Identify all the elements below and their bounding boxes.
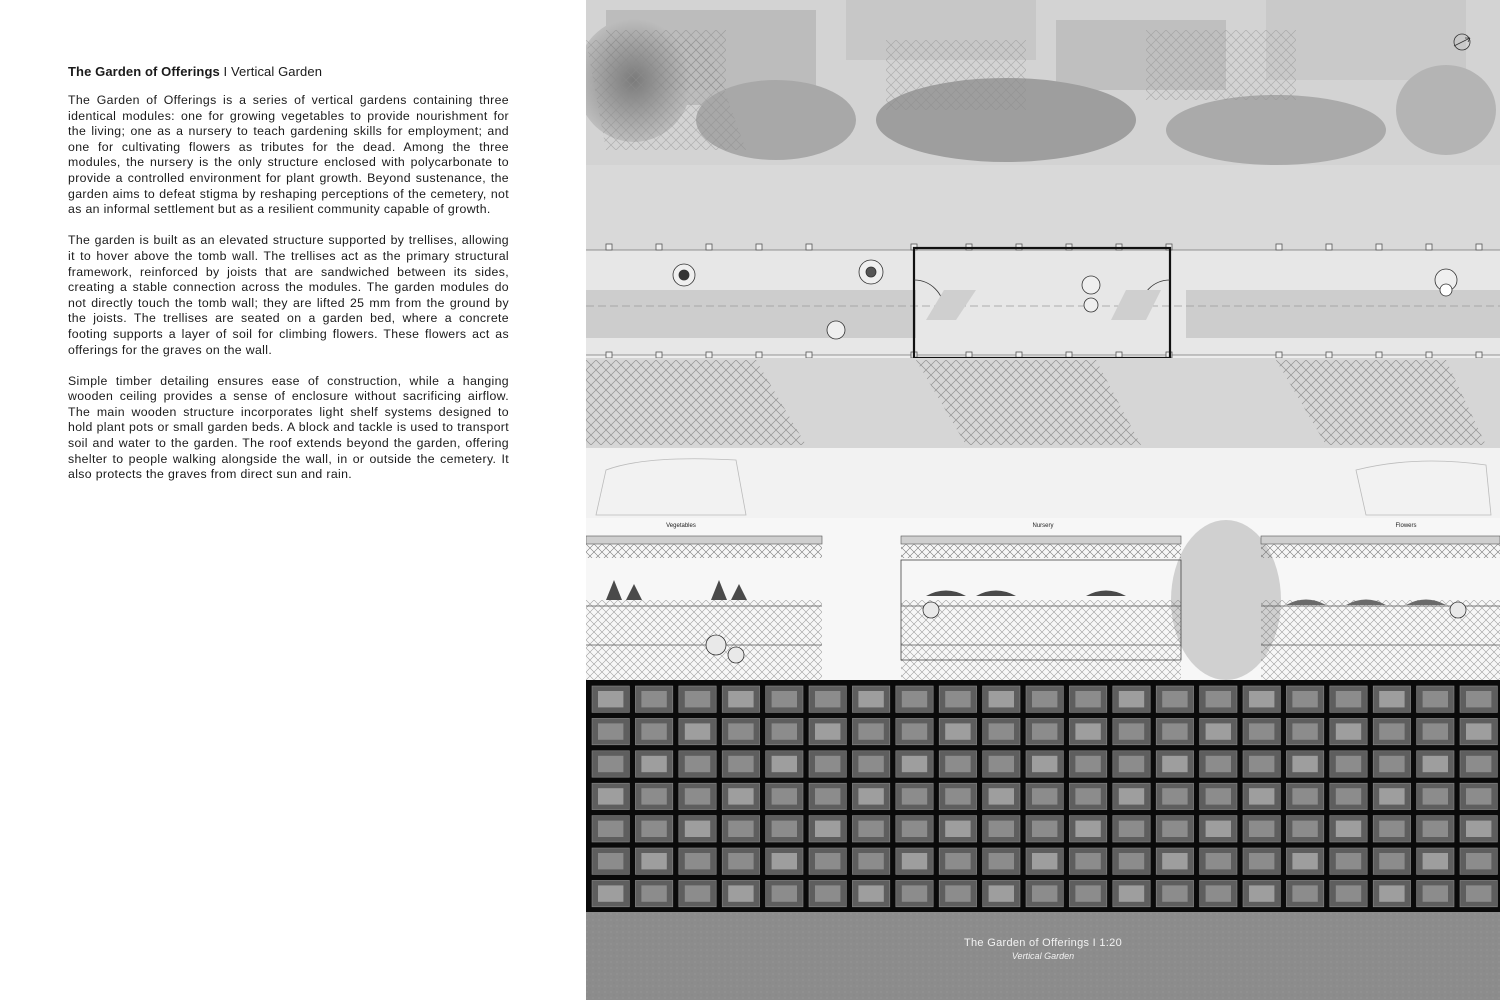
tomb-niche-plaque bbox=[685, 723, 710, 739]
tomb-niche-plaque bbox=[1249, 788, 1274, 804]
tomb-niche-plaque bbox=[772, 853, 797, 869]
section-label-nursery: Nursery bbox=[1032, 523, 1054, 529]
tomb-niche-plaque bbox=[728, 756, 753, 772]
tomb-niche-plaque bbox=[1206, 885, 1231, 901]
section-label-flowers: Flowers bbox=[1395, 523, 1417, 529]
tomb-niche-plaque bbox=[685, 691, 710, 707]
drawing-caption: The Garden of Offerings I 1:20 bbox=[964, 937, 1122, 949]
plan-path bbox=[586, 448, 1500, 518]
section-module-flowers bbox=[1261, 536, 1500, 680]
tomb-niche-plaque bbox=[641, 853, 666, 869]
tomb-niche-plaque bbox=[1075, 756, 1100, 772]
tomb-niche-plaque bbox=[641, 788, 666, 804]
tomb-niche-plaque bbox=[815, 756, 840, 772]
tomb-niche-plaque bbox=[1032, 788, 1057, 804]
tomb-niche-plaque bbox=[1032, 821, 1057, 837]
tomb-niche-plaque bbox=[989, 788, 1014, 804]
tomb-niche-plaque bbox=[772, 885, 797, 901]
tomb-niche-plaque bbox=[1162, 821, 1187, 837]
tomb-niche-plaque bbox=[858, 853, 883, 869]
tomb-niche-plaque bbox=[858, 691, 883, 707]
tomb-niche-plaque bbox=[902, 691, 927, 707]
tomb-niche-plaque bbox=[1379, 723, 1404, 739]
tomb-niche-plaque bbox=[1379, 853, 1404, 869]
tomb-niche-plaque bbox=[1336, 756, 1361, 772]
drawing-caption-subtitle: Vertical Garden bbox=[1011, 951, 1075, 961]
tomb-niche-plaque bbox=[728, 821, 753, 837]
tomb-niche-plaque bbox=[945, 691, 970, 707]
tomb-niche-plaque bbox=[902, 885, 927, 901]
tomb-niche-plaque bbox=[1119, 691, 1144, 707]
tomb-niche-plaque bbox=[1162, 885, 1187, 901]
section-module-nursery bbox=[901, 536, 1181, 680]
tomb-niche-plaque bbox=[1075, 821, 1100, 837]
tomb-niche-plaque bbox=[1292, 756, 1317, 772]
tomb-niche-plaque bbox=[815, 821, 840, 837]
tomb-niche-plaque bbox=[1075, 788, 1100, 804]
tomb-niche-plaque bbox=[858, 788, 883, 804]
paragraph-detailing: Simple timber detailing ensures ease of construction, while a hanging wooden ceiling provides a sense of enclosure without sacrificing airflow. The main wooden structure incorporates light shelf systems designed to hold plant pots or small garden beds. A block and tackle is used to transport soil and water to the garden. The roof extends beyond the garden, offering shelter to people walking alongside the wall, in or outside the cemetery. It also protects the graves from direct sun and rain. bbox=[68, 373, 509, 482]
tomb-niche-plaque bbox=[1466, 723, 1491, 739]
tomb-niche-plaque bbox=[989, 723, 1014, 739]
tomb-niche-plaque bbox=[1032, 756, 1057, 772]
tomb-niche-plaque bbox=[1292, 821, 1317, 837]
drawing-svg bbox=[586, 0, 1500, 1000]
tomb-niche-plaque bbox=[1206, 853, 1231, 869]
tomb-niche-plaque bbox=[728, 853, 753, 869]
tomb-niche-plaque bbox=[1379, 691, 1404, 707]
tomb-niche-plaque bbox=[1466, 885, 1491, 901]
tomb-niche-plaque bbox=[1379, 885, 1404, 901]
tomb-niche-plaque bbox=[1292, 853, 1317, 869]
tomb-niche-plaque bbox=[1119, 853, 1144, 869]
tomb-niche-plaque bbox=[989, 691, 1014, 707]
tomb-niche-plaque bbox=[989, 821, 1014, 837]
tomb-niche-plaque bbox=[1162, 691, 1187, 707]
tomb-niche-plaque bbox=[1466, 788, 1491, 804]
tomb-niche-plaque bbox=[1162, 723, 1187, 739]
tomb-niche-plaque bbox=[1249, 853, 1274, 869]
tomb-niche-plaque bbox=[989, 885, 1014, 901]
tomb-niche-plaque bbox=[598, 853, 623, 869]
tomb-niche-plaque bbox=[1162, 756, 1187, 772]
tomb-niche-plaque bbox=[641, 885, 666, 901]
section-label-vegetables: Vegetables bbox=[666, 523, 696, 529]
tomb-niche-plaque bbox=[1292, 723, 1317, 739]
tomb-niche-plaque bbox=[945, 723, 970, 739]
tomb-niche-plaque bbox=[1249, 821, 1274, 837]
tomb-niche-plaque bbox=[989, 853, 1014, 869]
tomb-niche-plaque bbox=[945, 821, 970, 837]
text-column bbox=[68, 64, 509, 498]
tomb-niche-plaque bbox=[1206, 723, 1231, 739]
section-module-vegetables bbox=[586, 536, 822, 680]
tomb-niche-plaque bbox=[1423, 885, 1448, 901]
tomb-niche-plaque bbox=[1466, 756, 1491, 772]
tomb-niche-plaque bbox=[1162, 853, 1187, 869]
tomb-niche-plaque bbox=[945, 885, 970, 901]
tomb-niche-plaque bbox=[772, 788, 797, 804]
tomb-niche-plaque bbox=[815, 853, 840, 869]
tomb-niche-plaque bbox=[728, 691, 753, 707]
tomb-niche-plaque bbox=[1249, 885, 1274, 901]
tomb-niche-plaque bbox=[858, 885, 883, 901]
tomb-niche-plaque bbox=[1423, 691, 1448, 707]
tomb-niche-plaque bbox=[1249, 756, 1274, 772]
tomb-niche-plaque bbox=[989, 756, 1014, 772]
tomb-niche-plaque bbox=[815, 885, 840, 901]
tomb-niche-plaque bbox=[1292, 691, 1317, 707]
tomb-niche-plaque bbox=[685, 788, 710, 804]
tomb-niche-plaque bbox=[1336, 691, 1361, 707]
architectural-drawing bbox=[586, 0, 1500, 1000]
tomb-niche-plaque bbox=[1162, 788, 1187, 804]
tomb-niche-plaque bbox=[945, 756, 970, 772]
tomb-niche-plaque bbox=[902, 853, 927, 869]
tomb-niche-plaque bbox=[1032, 691, 1057, 707]
title-subtitle: I Vertical Garden bbox=[219, 64, 323, 79]
tomb-niche-plaque bbox=[1119, 885, 1144, 901]
tomb-niche-plaque bbox=[1336, 853, 1361, 869]
tomb-niche-plaque bbox=[598, 756, 623, 772]
tomb-niche-plaque bbox=[945, 853, 970, 869]
tomb-niche-plaque bbox=[728, 788, 753, 804]
tomb-niche-plaque bbox=[1206, 756, 1231, 772]
tomb-niche-plaque bbox=[1249, 691, 1274, 707]
tomb-niche-plaque bbox=[858, 723, 883, 739]
tomb-niche-plaque bbox=[772, 691, 797, 707]
tomb-niche-plaque bbox=[815, 723, 840, 739]
tomb-niche-plaque bbox=[1075, 853, 1100, 869]
tomb-niche-plaque bbox=[1249, 723, 1274, 739]
tomb-niche-plaque bbox=[1119, 788, 1144, 804]
tomb-niche-plaque bbox=[815, 788, 840, 804]
tomb-niche-plaque bbox=[1075, 691, 1100, 707]
tomb-niche-plaque bbox=[772, 821, 797, 837]
tomb-niche-plaque bbox=[1075, 885, 1100, 901]
tomb-niche-plaque bbox=[1379, 788, 1404, 804]
tomb-niche-plaque bbox=[772, 756, 797, 772]
tomb-niche-plaque bbox=[902, 821, 927, 837]
tomb-niche-plaque bbox=[1032, 723, 1057, 739]
tomb-wall bbox=[586, 680, 1500, 912]
tomb-niche-plaque bbox=[598, 723, 623, 739]
tomb-niche-plaque bbox=[598, 885, 623, 901]
tomb-niche-plaque bbox=[1466, 691, 1491, 707]
tomb-niche-plaque bbox=[598, 788, 623, 804]
tomb-niche-plaque bbox=[858, 756, 883, 772]
tomb-niche-plaque bbox=[728, 885, 753, 901]
tomb-niche-plaque bbox=[1423, 821, 1448, 837]
tomb-niche-plaque bbox=[598, 691, 623, 707]
tomb-niche-plaque bbox=[902, 788, 927, 804]
tomb-niche-plaque bbox=[641, 821, 666, 837]
tomb-niche-plaque bbox=[1336, 821, 1361, 837]
tomb-niche-plaque bbox=[1379, 821, 1404, 837]
tomb-niche-plaque bbox=[1423, 853, 1448, 869]
tomb-niche-plaque bbox=[1423, 756, 1448, 772]
tomb-niche-plaque bbox=[815, 691, 840, 707]
tomb-niche-plaque bbox=[1466, 821, 1491, 837]
tomb-niche-plaque bbox=[641, 691, 666, 707]
tomb-niche-plaque bbox=[858, 821, 883, 837]
tomb-niche-plaque bbox=[1292, 788, 1317, 804]
tomb-niche-plaque bbox=[1423, 723, 1448, 739]
tomb-niche-plaque bbox=[1032, 853, 1057, 869]
tomb-niche-plaque bbox=[1119, 723, 1144, 739]
tomb-niche-plaque bbox=[1032, 885, 1057, 901]
tomb-niche-plaque bbox=[598, 821, 623, 837]
tomb-niche-plaque bbox=[728, 723, 753, 739]
tomb-niche-plaque bbox=[641, 756, 666, 772]
tomb-niche-plaque bbox=[685, 821, 710, 837]
tomb-niche-plaque bbox=[1336, 788, 1361, 804]
tomb-niche-plaque bbox=[1075, 723, 1100, 739]
paragraph-structure: The garden is built as an elevated structure supported by trellises, allowing it to hover above the tomb wall. The trellises act as the primary structural framework, reinforced by joists that are sandwiched between its sides, creating a stable connection across the modules. The garden modules do not directly touch the tomb wall; they are lifted 25 mm from the ground by the joists. The trellises are seated on a garden bed, where a concrete footing supports a layer of soil for climbing flowers. These flowers act as offerings for the graves on the wall. bbox=[68, 233, 509, 357]
tomb-niche-plaque bbox=[1206, 788, 1231, 804]
tomb-niche-plaque bbox=[1119, 756, 1144, 772]
tomb-niche-plaque bbox=[685, 853, 710, 869]
tomb-niche-plaque bbox=[1423, 788, 1448, 804]
tomb-niche-plaque bbox=[685, 756, 710, 772]
tomb-niche-plaque bbox=[1206, 691, 1231, 707]
tomb-niche-plaque bbox=[902, 723, 927, 739]
tomb-niche-plaque bbox=[772, 723, 797, 739]
tomb-niche-plaque bbox=[945, 788, 970, 804]
plan-garden-band bbox=[586, 165, 1500, 355]
tomb-niche-plaque bbox=[902, 756, 927, 772]
tomb-niche-plaque bbox=[1336, 723, 1361, 739]
paragraph-intro: The Garden of Offerings is a series of vertical gardens containing three identical modules: one for growing vegetables to provide nourishment for the living; one as a nursery to teach gardening skills for employment; and one for cultivating flowers as tributes for the dead. Among the three modules, the nursery is the only structure enclosed with polycarbonate to provide a controlled environment for plant growth. Beyond sustenance, the garden aims to defeat stigma by reshaping perceptions of the cemetery, not as an informal settlement but as a resilient community capable of growth. bbox=[68, 93, 509, 217]
tomb-niche-plaque bbox=[1336, 885, 1361, 901]
page-title bbox=[68, 64, 509, 79]
tomb-niche-plaque bbox=[1119, 821, 1144, 837]
tomb-niche-plaque bbox=[1379, 756, 1404, 772]
tomb-niche-plaque bbox=[1292, 885, 1317, 901]
tomb-niche-plaque bbox=[1466, 853, 1491, 869]
title-bold: The Garden of Offerings bbox=[68, 64, 220, 79]
tomb-niche-plaque bbox=[1206, 821, 1231, 837]
tomb-niche-plaque bbox=[641, 723, 666, 739]
tomb-niche-plaque bbox=[685, 885, 710, 901]
